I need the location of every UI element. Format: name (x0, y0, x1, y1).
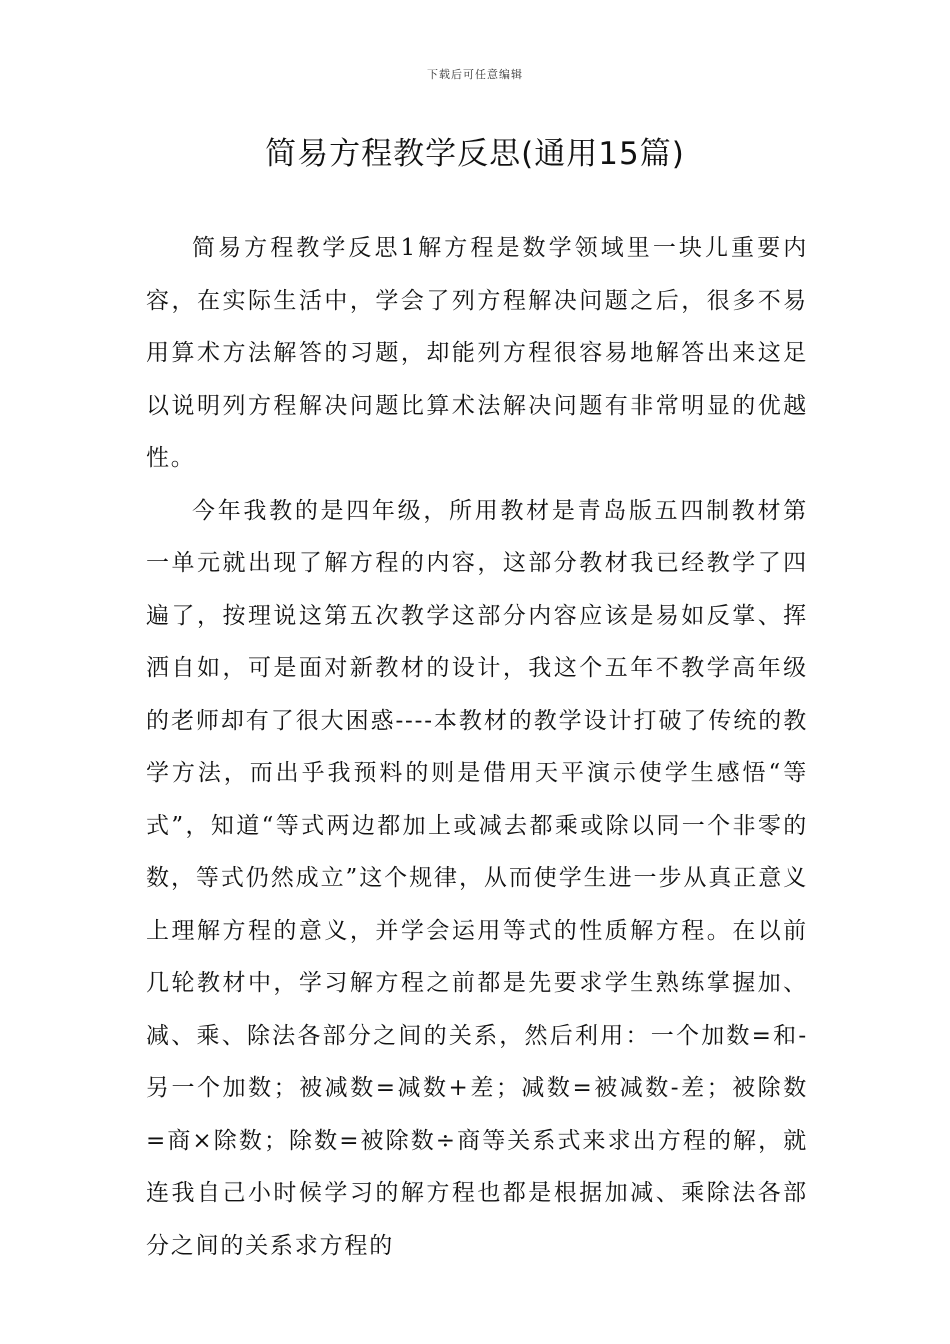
document-title: 简易方程教学反思(通用15篇) (265, 136, 685, 172)
paragraph-1: 简易方程教学反思1解方程是数学领域里一块儿重要内容，在实际生活中，学会了列方程解决问题之后，很多不易用算术方法解答的习题，却能列方程很容易地解答出来这足以说明列方程解决问题比算术法解决问题有非常明显的优越性。 (146, 235, 808, 471)
paragraph-2: 今年我教的是四年级，所用教材是青岛版五四制教材第一单元就出现了解方程的内容，这部分教材我已经教学了四遍了，按理说这第五次教学这部分内容应该是易如反掌、挥洒自如，可是面对新教材的设计，我这个五年不教学高年级的老师却有了很大困惑----本教材的教学设计打破了传统的教学方法，而出乎我预料的则是借用天平演示使学生感悟“等式”，知道“等式两边都加上或减去都乘或除以同一个非零的数，等式仍然成立”这个规律，从而使学生进一步从真正意义上理解方程的意义，并学会运用等式的性质解方程。在以前几轮教材中，学习解方程之前都是先要求学生熟练掌握加、减、乘、除法各部分之间的关系，然后利用：一个加数=和-另一个加数；被减数=减数+差；减数=被减数-差；被除数=商×除数；除数=被除数÷商等关系式来求出方程的解，就连我自己小时候学习的解方程也都是根据加减、乘除法各部分之间的关系求方程的 (146, 497, 808, 1259)
header-note: 下载后可任意编辑 (427, 68, 523, 81)
document-body (146, 222, 808, 1272)
